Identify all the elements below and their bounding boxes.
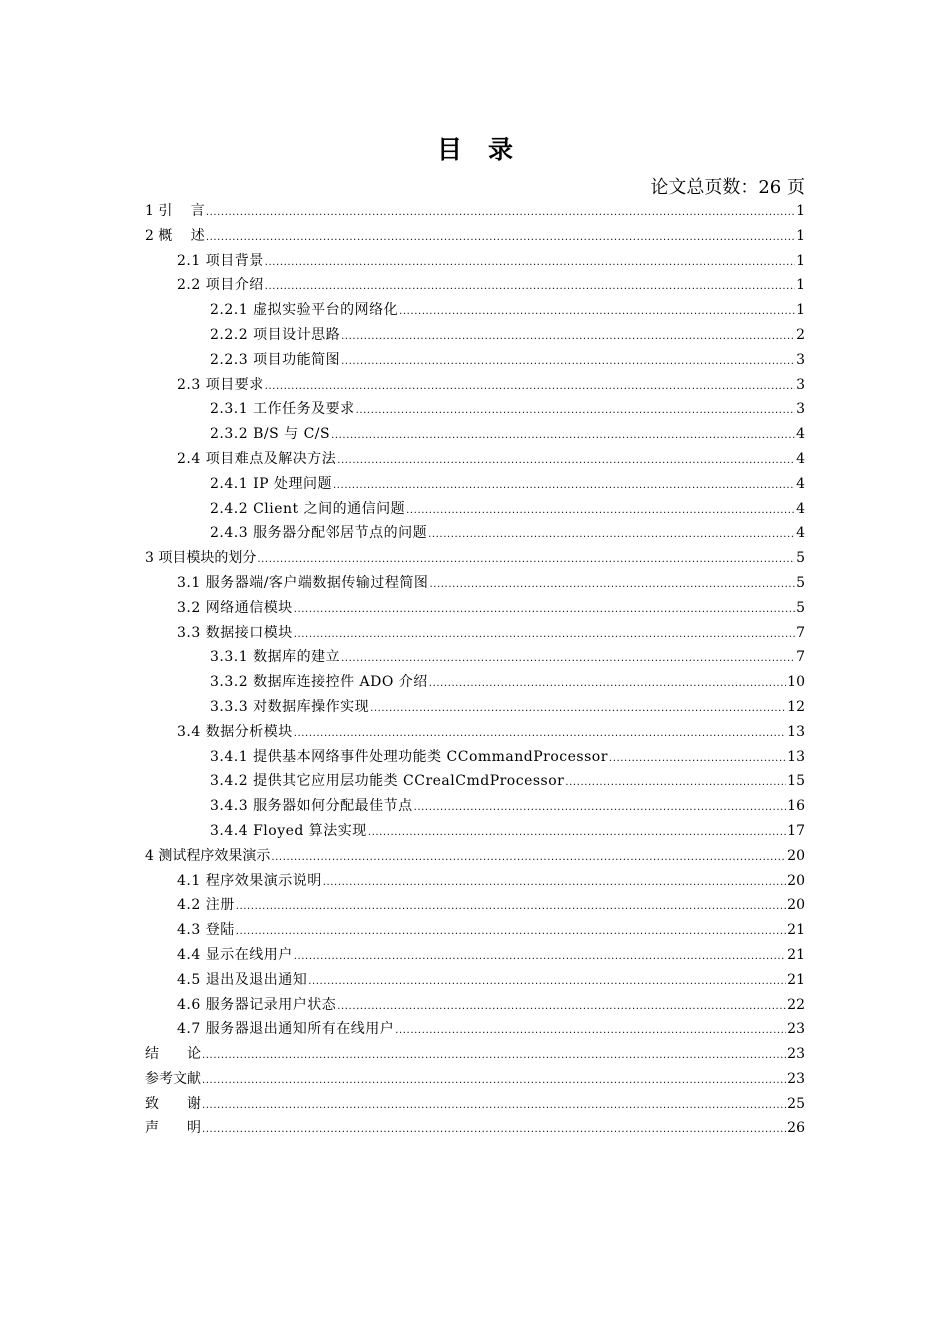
toc-entry-label: 3 项目模块的划分 — [145, 550, 257, 567]
toc-entry-label: 2.2.2 项目设计思路 — [210, 326, 341, 343]
toc-entry-page-number: 4 — [796, 525, 805, 542]
toc-entry[interactable] — [145, 918, 805, 943]
toc-entry[interactable] — [145, 968, 805, 993]
total-page-count: 论文总页数：26 页 — [650, 177, 805, 198]
toc-entry[interactable] — [145, 224, 805, 249]
toc-entry[interactable] — [145, 720, 805, 745]
toc-entry-page-number: 3 — [796, 351, 805, 368]
toc-entry[interactable] — [145, 199, 805, 224]
toc-entry-label: 3.3 数据接口模块 — [177, 624, 293, 641]
toc-entry[interactable] — [145, 1116, 805, 1141]
toc-entry-label: 2.2.3 项目功能简图 — [210, 351, 341, 368]
toc-entry[interactable] — [145, 769, 805, 794]
toc-entry[interactable] — [145, 521, 805, 546]
toc-entry[interactable] — [145, 745, 805, 770]
toc-dot-leader — [337, 447, 795, 472]
toc-dot-leader — [236, 893, 786, 918]
toc-entry-page-number: 20 — [787, 897, 805, 914]
toc-entry-page-number: 21 — [787, 922, 805, 939]
toc-entry[interactable] — [145, 621, 805, 646]
toc-entry[interactable] — [145, 571, 805, 596]
toc-dot-leader — [395, 1017, 786, 1042]
toc-dot-leader — [341, 323, 795, 348]
toc-entry[interactable] — [145, 546, 805, 571]
toc-entry-label: 4.5 退出及退出通知 — [177, 971, 308, 988]
toc-entry[interactable] — [145, 497, 805, 522]
toc-entry-label: 2.4 项目难点及解决方法 — [177, 450, 337, 467]
toc-dot-leader — [236, 918, 786, 943]
toc-entry[interactable] — [145, 645, 805, 670]
toc-dot-leader — [271, 844, 786, 869]
toc-dot-leader — [257, 546, 795, 571]
toc-entry-page-number: 5 — [796, 550, 805, 567]
toc-dot-leader — [202, 1092, 786, 1117]
toc-entry-label: 2 概 述 — [145, 227, 205, 244]
toc-entry-label: 3.4.4 Floyed 算法实现 — [210, 822, 367, 839]
toc-dot-leader — [202, 1116, 786, 1141]
toc-entry-label: 致 谢 — [145, 1095, 201, 1112]
toc-entry-page-number: 13 — [787, 723, 805, 740]
toc-entry-label: 2.2 项目介绍 — [177, 277, 264, 294]
toc-dot-leader — [202, 1042, 786, 1067]
toc-entry-page-number: 2 — [796, 326, 805, 343]
toc-entry-page-number: 7 — [796, 649, 805, 666]
toc-entry-label: 2.4.2 Client 之间的通信问题 — [210, 500, 406, 517]
toc-entry-label: 3.3.3 对数据库操作实现 — [210, 698, 370, 715]
toc-entry-label: 4.6 服务器记录用户状态 — [177, 996, 337, 1013]
toc-dot-leader — [265, 373, 795, 398]
toc-entry-label: 2.2.1 虚拟实验平台的网络化 — [210, 302, 399, 319]
toc-entry[interactable] — [145, 298, 805, 323]
toc-entry[interactable] — [145, 794, 805, 819]
toc-dot-leader — [294, 943, 786, 968]
toc-entry-page-number: 4 — [796, 500, 805, 517]
toc-dot-leader — [368, 819, 786, 844]
toc-dot-leader — [294, 621, 795, 646]
toc-entry-label: 2.3.2 B/S 与 C/S — [210, 426, 331, 443]
toc-dot-leader — [206, 199, 795, 224]
toc-dot-leader — [370, 695, 786, 720]
toc-dot-leader — [265, 249, 795, 274]
toc-entry[interactable] — [145, 844, 805, 869]
toc-dot-leader — [565, 769, 786, 794]
toc-entry[interactable] — [145, 670, 805, 695]
toc-entry[interactable] — [145, 695, 805, 720]
toc-entry-label: 2.1 项目背景 — [177, 252, 264, 269]
toc-dot-leader — [341, 348, 795, 373]
toc-dot-leader — [428, 521, 795, 546]
toc-entry-label: 2.4.3 服务器分配邻居节点的问题 — [210, 525, 428, 542]
toc-entry-label: 3.4.1 提供基本网络事件处理功能类 CCommandProcessor — [210, 748, 608, 765]
toc-dot-leader — [265, 273, 795, 298]
toc-dot-leader — [323, 869, 786, 894]
toc-entry-page-number: 1 — [796, 302, 805, 319]
toc-entry[interactable] — [145, 422, 805, 447]
toc-dot-leader — [294, 596, 795, 621]
toc-entry-label: 声 明 — [145, 1120, 201, 1137]
toc-entry-page-number: 21 — [787, 971, 805, 988]
toc-entry-label: 3.4.3 服务器如何分配最佳节点 — [210, 798, 413, 815]
toc-entry-page-number: 16 — [787, 798, 805, 815]
toc-entry-page-number: 20 — [787, 847, 805, 864]
toc-dot-leader — [294, 720, 786, 745]
toc-entry-page-number: 4 — [796, 426, 805, 443]
toc-entry-label: 3.3.2 数据库连接控件 ADO 介绍 — [210, 674, 428, 691]
toc-entry[interactable] — [145, 1092, 805, 1117]
toc-dot-leader — [337, 993, 786, 1018]
toc-entry-page-number: 5 — [796, 574, 805, 591]
toc-entry[interactable] — [145, 397, 805, 422]
toc-entry-label: 4.3 登陆 — [177, 922, 235, 939]
toc-entry-page-number: 4 — [796, 475, 805, 492]
toc-entry-page-number: 23 — [787, 1046, 805, 1063]
toc-dot-leader — [429, 670, 786, 695]
toc-dot-leader — [308, 968, 786, 993]
toc-entry-page-number: 12 — [787, 698, 805, 715]
toc-entry-label: 4 测试程序效果演示 — [145, 847, 271, 864]
toc-entry-label: 4.7 服务器退出通知所有在线用户 — [177, 1021, 395, 1038]
toc-entry-label: 3.1 服务器端/客户端数据传输过程简图 — [177, 574, 429, 591]
toc-entry-page-number: 3 — [796, 401, 805, 418]
toc-entry-page-number: 7 — [796, 624, 805, 641]
toc-entry-label: 4.2 注册 — [177, 897, 235, 914]
toc-dot-leader — [331, 422, 795, 447]
toc-entry-label: 2.4.1 IP 处理问题 — [210, 475, 332, 492]
toc-entry-page-number: 21 — [787, 946, 805, 963]
toc-entry[interactable] — [145, 819, 805, 844]
toc-entry-page-number: 5 — [796, 599, 805, 616]
toc-entry[interactable] — [145, 893, 805, 918]
toc-entry-page-number: 1 — [796, 252, 805, 269]
toc-entry-page-number: 1 — [796, 277, 805, 294]
toc-entry-page-number: 26 — [787, 1120, 805, 1137]
toc-dot-leader — [341, 645, 795, 670]
toc-entry[interactable] — [145, 249, 805, 274]
toc-entry-label: 1 引 言 — [145, 203, 205, 219]
toc-entry-page-number: 22 — [787, 996, 805, 1013]
toc-entry[interactable] — [145, 348, 805, 373]
toc-entry-label: 结 论 — [145, 1046, 201, 1063]
toc-entry-page-number: 1 — [796, 227, 805, 244]
toc-entry-page-number: 1 — [796, 203, 805, 219]
toc-dot-leader — [406, 497, 795, 522]
toc-entry-page-number: 23 — [787, 1070, 805, 1087]
toc-dot-leader — [399, 298, 795, 323]
toc-dot-leader — [333, 472, 795, 497]
toc-dot-leader — [609, 745, 786, 770]
toc-entry-label: 3.4 数据分析模块 — [177, 723, 293, 740]
toc-entry-page-number: 17 — [787, 822, 805, 839]
toc-entry-label: 4.1 程序效果演示说明 — [177, 872, 322, 889]
toc-entry[interactable] — [145, 323, 805, 348]
toc-entry-page-number: 10 — [787, 674, 805, 691]
toc-entry[interactable] — [145, 447, 805, 472]
toc-entry[interactable] — [145, 1017, 805, 1042]
toc-entry[interactable] — [145, 596, 805, 621]
toc-entry[interactable] — [145, 1042, 805, 1067]
toc-entry-label: 3.2 网络通信模块 — [177, 599, 293, 616]
toc-entry-page-number: 4 — [796, 450, 805, 467]
toc-entry-label: 2.3 项目要求 — [177, 376, 264, 393]
toc-entry-page-number: 20 — [787, 872, 805, 889]
toc-title: 目录 — [436, 135, 539, 164]
toc-dot-leader — [202, 1067, 786, 1092]
toc-entry-page-number: 3 — [796, 376, 805, 393]
toc-entry-label: 3.4.2 提供其它应用层功能类 CCrealCmdProcessor — [210, 773, 565, 790]
toc-dot-leader — [429, 571, 795, 596]
toc-entry[interactable] — [145, 993, 805, 1018]
toc-entry[interactable] — [145, 472, 805, 497]
toc-entry-label: 3.3.1 数据库的建立 — [210, 649, 341, 666]
toc-entry-page-number: 15 — [787, 773, 805, 790]
toc-entry-page-number: 25 — [787, 1095, 805, 1112]
toc-dot-leader — [356, 397, 796, 422]
toc-entry-label: 2.3.1 工作任务及要求 — [210, 401, 355, 418]
toc-entry[interactable] — [145, 273, 805, 298]
toc-entry[interactable] — [145, 1067, 805, 1092]
toc-entry[interactable] — [145, 869, 805, 894]
toc-entry[interactable] — [145, 943, 805, 968]
toc-dot-leader — [206, 224, 795, 249]
table-of-contents — [145, 199, 805, 1141]
toc-entry[interactable] — [145, 373, 805, 398]
toc-entry-label: 4.4 显示在线用户 — [177, 946, 293, 963]
toc-entry-page-number: 23 — [787, 1021, 805, 1038]
toc-entry-label: 参考文献 — [145, 1070, 201, 1087]
toc-dot-leader — [414, 794, 787, 819]
toc-entry-page-number: 13 — [787, 748, 805, 765]
